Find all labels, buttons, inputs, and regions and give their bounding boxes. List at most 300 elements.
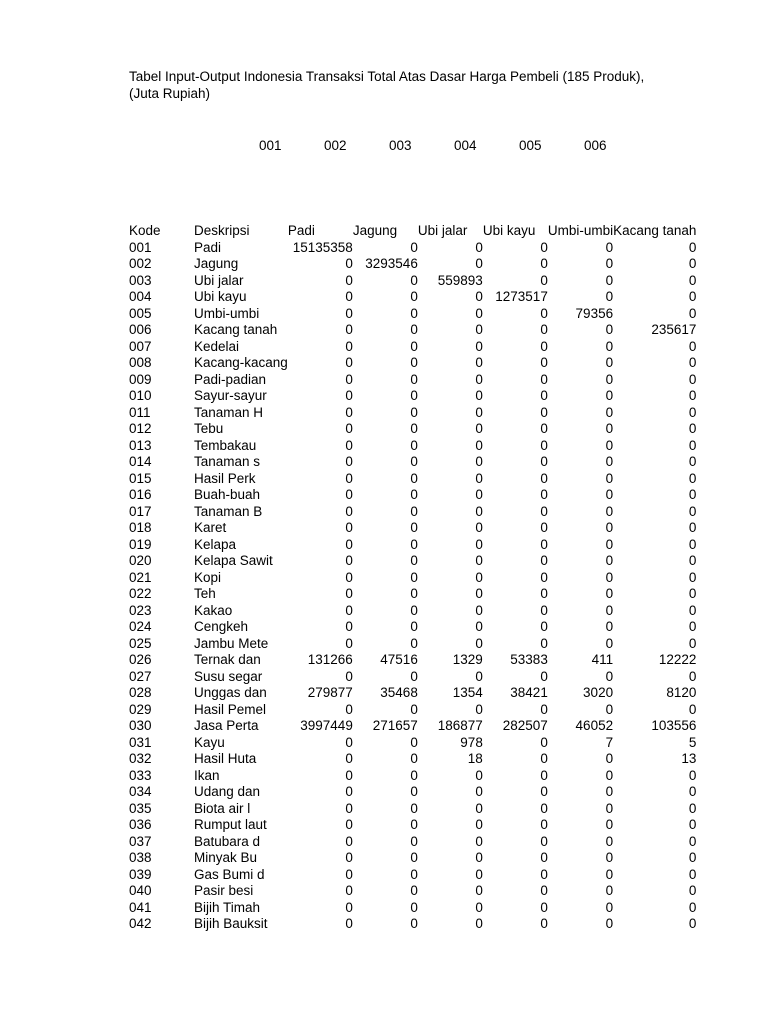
kode-cell: 004 [129,289,152,304]
value-cell: 0 [345,784,353,799]
value-cell: 271657 [372,718,418,733]
deskripsi-cell: Hasil Perk [194,470,256,486]
value-cell: 0 [475,850,483,865]
header-cell: Padi [287,223,315,238]
value-cell: 0 [688,520,697,535]
value-cell: 0 [345,800,353,816]
value-cell: 0 [475,899,483,915]
kode-cell: 029 [129,701,152,717]
kode-cell: 036 [129,817,152,832]
value-cell: 0 [688,899,697,915]
value-cell: 559893 [437,272,483,288]
value-cell: 0 [410,602,418,618]
kode-cell: 001 [129,239,152,255]
deskripsi-cell: Biota air l [194,800,251,816]
kode-cell: 014 [129,454,152,469]
value-cell: 0 [605,256,614,271]
table-row [129,487,696,504]
value-cell: 0 [605,454,614,469]
deskripsi-cell: Kelapa Sawit [194,553,273,568]
value-cell: 0 [605,635,614,651]
value-cell: 0 [345,404,353,420]
table-row [129,504,696,521]
value-cell: 0 [410,833,418,849]
value-cell: 0 [688,619,697,634]
table-row [129,619,696,636]
value-cell: 0 [688,602,697,618]
value-cell: 0 [475,289,483,304]
value-cell: 0 [345,833,353,849]
value-cell: 0 [410,767,418,783]
value-cell: 0 [605,899,614,915]
table-row [129,718,696,735]
value-cell: 0 [475,635,483,651]
kode-cell: 008 [129,355,152,370]
value-cell: 0 [345,899,353,915]
deskripsi-cell: Teh [194,586,216,601]
value-cell: 0 [688,289,697,304]
value-cell: 282507 [502,718,548,733]
kode-cell: 016 [129,487,152,502]
value-cell: 0 [605,833,614,849]
value-cell: 0 [540,503,548,519]
header-cell: Ubi jalar [417,223,468,238]
value-cell: 35468 [380,685,418,700]
value-cell: 0 [410,784,418,799]
value-cell: 0 [688,701,697,717]
value-cell: 0 [410,371,418,387]
value-cell: 0 [410,454,418,469]
table-row [129,438,696,455]
kode-cell: 007 [129,338,152,354]
value-cell: 0 [605,536,614,552]
deskripsi-cell: Pasir besi [194,883,254,898]
value-cell: 0 [688,553,697,568]
value-cell: 3997449 [300,718,353,733]
deskripsi-cell: Susu segar [194,668,263,684]
value-cell: 0 [688,586,697,601]
value-cell: 0 [540,256,548,271]
value-cell: 0 [540,784,548,799]
value-cell: 0 [475,520,483,535]
table-row [129,454,696,471]
table-row [129,405,696,422]
value-cell: 0 [475,487,483,502]
value-cell: 0 [410,701,418,717]
value-cell: 0 [540,388,548,403]
header-cell: Kode [129,223,161,238]
table-row [129,388,696,405]
value-cell: 0 [345,767,353,783]
value-cell: 0 [410,322,418,337]
value-cell: 0 [605,569,614,585]
value-cell: 0 [475,239,483,255]
value-cell: 0 [410,355,418,370]
deskripsi-cell: Tebu [194,421,224,436]
kode-cell: 040 [129,883,152,898]
value-cell: 186877 [437,718,483,733]
kode-cell: 030 [129,718,152,733]
value-cell: 0 [540,602,548,618]
page-title: Tabel Input-Output Indonesia Transaksi Total Atas Dasar Harga Pembeli (185 Produk), (Juta Rupiah) [129,69,645,101]
value-cell: 0 [540,338,548,354]
column-codes-row [0,137,768,154]
value-cell: 0 [410,470,418,486]
deskripsi-cell: Kacang-kacang [194,355,288,370]
value-cell: 0 [475,355,483,370]
table-row [129,240,696,257]
deskripsi-cell: Umbi-umbi [194,305,260,321]
value-cell: 0 [540,355,548,370]
value-cell: 0 [475,668,483,684]
value-cell: 0 [475,338,483,354]
deskripsi-cell: Udang dan [194,784,261,799]
value-cell: 0 [475,817,483,832]
value-cell: 235617 [651,322,697,337]
value-cell: 0 [475,569,483,585]
value-cell: 0 [605,355,614,370]
table-row [129,916,696,933]
value-cell: 0 [605,470,614,486]
value-cell: 0 [475,784,483,799]
value-cell: 0 [540,751,548,766]
value-cell: 103556 [651,718,697,733]
table-row [129,685,696,702]
table-row [129,289,696,306]
table-row [129,306,696,323]
value-cell: 0 [540,701,548,717]
value-cell: 1273517 [495,289,548,304]
value-cell: 0 [540,569,548,585]
value-cell: 3020 [583,685,614,700]
value-cell: 0 [410,388,418,403]
value-cell: 0 [475,421,483,436]
value-cell: 0 [540,916,548,931]
value-cell: 0 [345,817,353,832]
value-cell: 0 [475,866,483,882]
table-row [129,834,696,851]
value-cell: 0 [345,536,353,552]
deskripsi-cell: Tanaman H [194,404,264,420]
value-cell: 0 [410,553,418,568]
deskripsi-cell: Tanaman B [194,503,263,519]
table-row [129,817,696,834]
table-row [129,273,696,290]
value-cell: 0 [688,305,697,321]
value-cell: 0 [345,751,353,766]
value-cell: 0 [540,536,548,552]
value-cell: 0 [410,569,418,585]
deskripsi-cell: Buah-buah [194,487,261,502]
value-cell: 0 [475,602,483,618]
value-cell: 0 [605,239,614,255]
deskripsi-cell: Ternak dan [194,652,261,667]
column-code: 002 [324,138,347,153]
value-cell: 53383 [510,652,548,667]
value-cell: 79356 [575,305,614,321]
table-row [129,900,696,917]
value-cell: 0 [605,586,614,601]
value-cell: 0 [605,421,614,436]
table-body [129,223,696,933]
value-cell: 0 [345,437,353,453]
value-cell: 0 [410,487,418,502]
kode-cell: 033 [129,767,152,783]
value-cell: 0 [475,437,483,453]
table-row [129,669,696,686]
value-cell: 0 [540,437,548,453]
value-cell: 978 [460,734,483,750]
table-row [129,883,696,900]
table-row [129,850,696,867]
value-cell: 0 [605,338,614,354]
kode-cell: 034 [129,784,152,799]
value-cell: 18 [467,751,483,766]
value-cell: 5 [688,734,697,750]
value-cell: 0 [540,586,548,601]
kode-cell: 041 [129,899,152,915]
value-cell: 0 [345,487,353,502]
deskripsi-cell: Padi [194,239,222,255]
value-cell: 0 [688,487,697,502]
value-cell: 12222 [658,652,697,667]
kode-cell: 012 [129,421,152,436]
value-cell: 0 [688,338,697,354]
value-cell: 0 [475,322,483,337]
value-cell: 0 [475,256,483,271]
value-cell: 0 [540,239,548,255]
value-cell: 0 [345,256,353,271]
value-cell: 13 [681,751,697,766]
value-cell: 0 [605,883,614,898]
value-cell: 0 [688,239,697,255]
kode-cell: 010 [129,388,152,403]
value-cell: 0 [410,635,418,651]
value-cell: 0 [688,355,697,370]
value-cell: 0 [475,586,483,601]
value-cell: 0 [605,668,614,684]
kode-cell: 011 [129,404,151,420]
value-cell: 0 [688,388,697,403]
kode-cell: 028 [129,685,152,700]
value-cell: 0 [688,850,697,865]
value-cell: 0 [540,421,548,436]
kode-cell: 042 [129,916,152,931]
value-cell: 0 [345,338,353,354]
value-cell: 0 [345,421,353,436]
column-code: 005 [519,138,542,153]
value-cell: 0 [475,701,483,717]
table-row [129,537,696,554]
value-cell: 0 [605,850,614,865]
value-cell: 0 [605,322,614,337]
kode-cell: 015 [129,470,152,486]
value-cell: 0 [605,767,614,783]
deskripsi-cell: Jasa Perta [194,718,259,733]
value-cell: 0 [605,437,614,453]
header-cell: Ubi kayu [482,223,536,238]
value-cell: 0 [605,388,614,403]
value-cell: 0 [345,701,353,717]
value-cell: 0 [688,536,697,552]
value-cell: 0 [688,635,697,651]
kode-cell: 027 [129,668,152,684]
value-cell: 0 [688,421,697,436]
value-cell: 15135358 [292,239,353,255]
value-cell: 0 [605,751,614,766]
value-cell: 0 [540,899,548,915]
value-cell: 0 [540,767,548,783]
value-cell: 0 [345,454,353,469]
value-cell: 0 [605,520,614,535]
value-cell: 38421 [510,685,548,700]
table-row [129,421,696,438]
value-cell: 0 [688,800,697,816]
value-cell: 0 [540,734,548,750]
table-row [129,471,696,488]
value-cell: 279877 [307,685,353,700]
value-cell: 0 [410,239,418,255]
value-cell: 0 [345,289,353,304]
value-cell: 0 [345,470,353,486]
value-cell: 0 [605,404,614,420]
deskripsi-cell: Bijih Timah [194,899,261,915]
value-cell: 0 [540,520,548,535]
kode-cell: 003 [129,272,152,288]
value-cell: 0 [605,503,614,519]
value-cell: 0 [688,454,697,469]
value-cell: 0 [410,437,418,453]
table-row [129,553,696,570]
value-cell: 0 [410,916,418,931]
deskripsi-cell: Bijih Bauksit [194,916,268,931]
value-cell: 0 [540,850,548,865]
value-cell: 0 [540,883,548,898]
value-cell: 0 [345,553,353,568]
kode-cell: 026 [129,652,152,667]
value-cell: 0 [345,734,353,750]
deskripsi-cell: Ubi jalar [194,272,244,288]
value-cell: 0 [540,619,548,634]
deskripsi-cell: Tembakau [194,437,257,453]
table-row [129,751,696,768]
deskripsi-cell: Kacang tanah [194,322,278,337]
value-cell: 0 [410,586,418,601]
table-row [129,652,696,669]
deskripsi-cell: Karet [194,520,227,535]
value-cell: 0 [605,800,614,816]
deskripsi-cell: Hasil Huta [194,751,257,766]
column-code: 006 [584,138,607,153]
kode-cell: 031 [129,734,152,750]
value-cell: 0 [345,305,353,321]
header-cell: Kacang tanah [613,223,697,238]
value-cell: 0 [410,817,418,832]
value-cell: 0 [540,470,548,486]
value-cell: 0 [410,800,418,816]
value-cell: 0 [475,916,483,931]
deskripsi-cell: Ubi kayu [194,289,247,304]
deskripsi-cell: Padi-padian [194,371,267,387]
table-row [129,867,696,884]
value-cell: 0 [475,503,483,519]
value-cell: 0 [605,701,614,717]
value-cell: 0 [475,404,483,420]
kode-cell: 037 [129,833,152,849]
value-cell: 0 [410,520,418,535]
kode-cell: 022 [129,586,152,601]
value-cell: 0 [475,767,483,783]
table-row [129,322,696,339]
value-cell: 0 [410,421,418,436]
value-cell: 0 [605,487,614,502]
value-cell: 0 [475,305,483,321]
table-row [129,339,696,356]
kode-cell: 038 [129,850,152,865]
value-cell: 0 [688,916,697,931]
deskripsi-cell: Jagung [194,256,239,271]
kode-cell: 021 [129,569,152,585]
value-cell: 0 [410,899,418,915]
value-cell: 0 [688,569,697,585]
deskripsi-cell: Hasil Pemel [194,701,267,717]
value-cell: 0 [688,371,697,387]
value-cell: 0 [345,520,353,535]
deskripsi-cell: Rumput laut [194,817,267,832]
value-cell: 0 [410,338,418,354]
value-cell: 0 [605,553,614,568]
table-header-row [129,223,696,240]
value-cell: 0 [605,272,614,288]
column-code: 003 [389,138,412,153]
value-cell: 0 [345,916,353,931]
kode-cell: 023 [129,602,152,618]
value-cell: 411 [591,652,614,667]
kode-cell: 005 [129,305,152,321]
value-cell: 0 [540,322,548,337]
deskripsi-cell: Ikan [194,767,220,783]
value-cell: 0 [410,619,418,634]
table-row [129,636,696,653]
table-row [129,586,696,603]
kode-cell: 013 [129,437,152,453]
value-cell: 0 [410,850,418,865]
value-cell: 0 [540,668,548,684]
value-cell: 0 [475,553,483,568]
value-cell: 0 [410,734,418,750]
value-cell: 0 [345,883,353,898]
value-cell: 0 [475,536,483,552]
value-cell: 0 [345,388,353,403]
value-cell: 0 [345,602,353,618]
kode-cell: 017 [129,503,152,519]
value-cell: 0 [475,619,483,634]
value-cell: 0 [540,800,548,816]
table-row [129,702,696,719]
value-cell: 0 [688,668,697,684]
deskripsi-cell: Kayu [194,734,225,750]
value-cell: 0 [410,404,418,420]
value-cell: 0 [410,883,418,898]
value-cell: 0 [688,272,697,288]
header-cell: Umbi-umbi [547,223,614,238]
value-cell: 0 [540,866,548,882]
value-cell: 8120 [666,685,697,700]
value-cell: 0 [345,866,353,882]
column-code: 004 [454,138,477,153]
value-cell: 46052 [575,718,614,733]
value-cell: 0 [475,470,483,486]
